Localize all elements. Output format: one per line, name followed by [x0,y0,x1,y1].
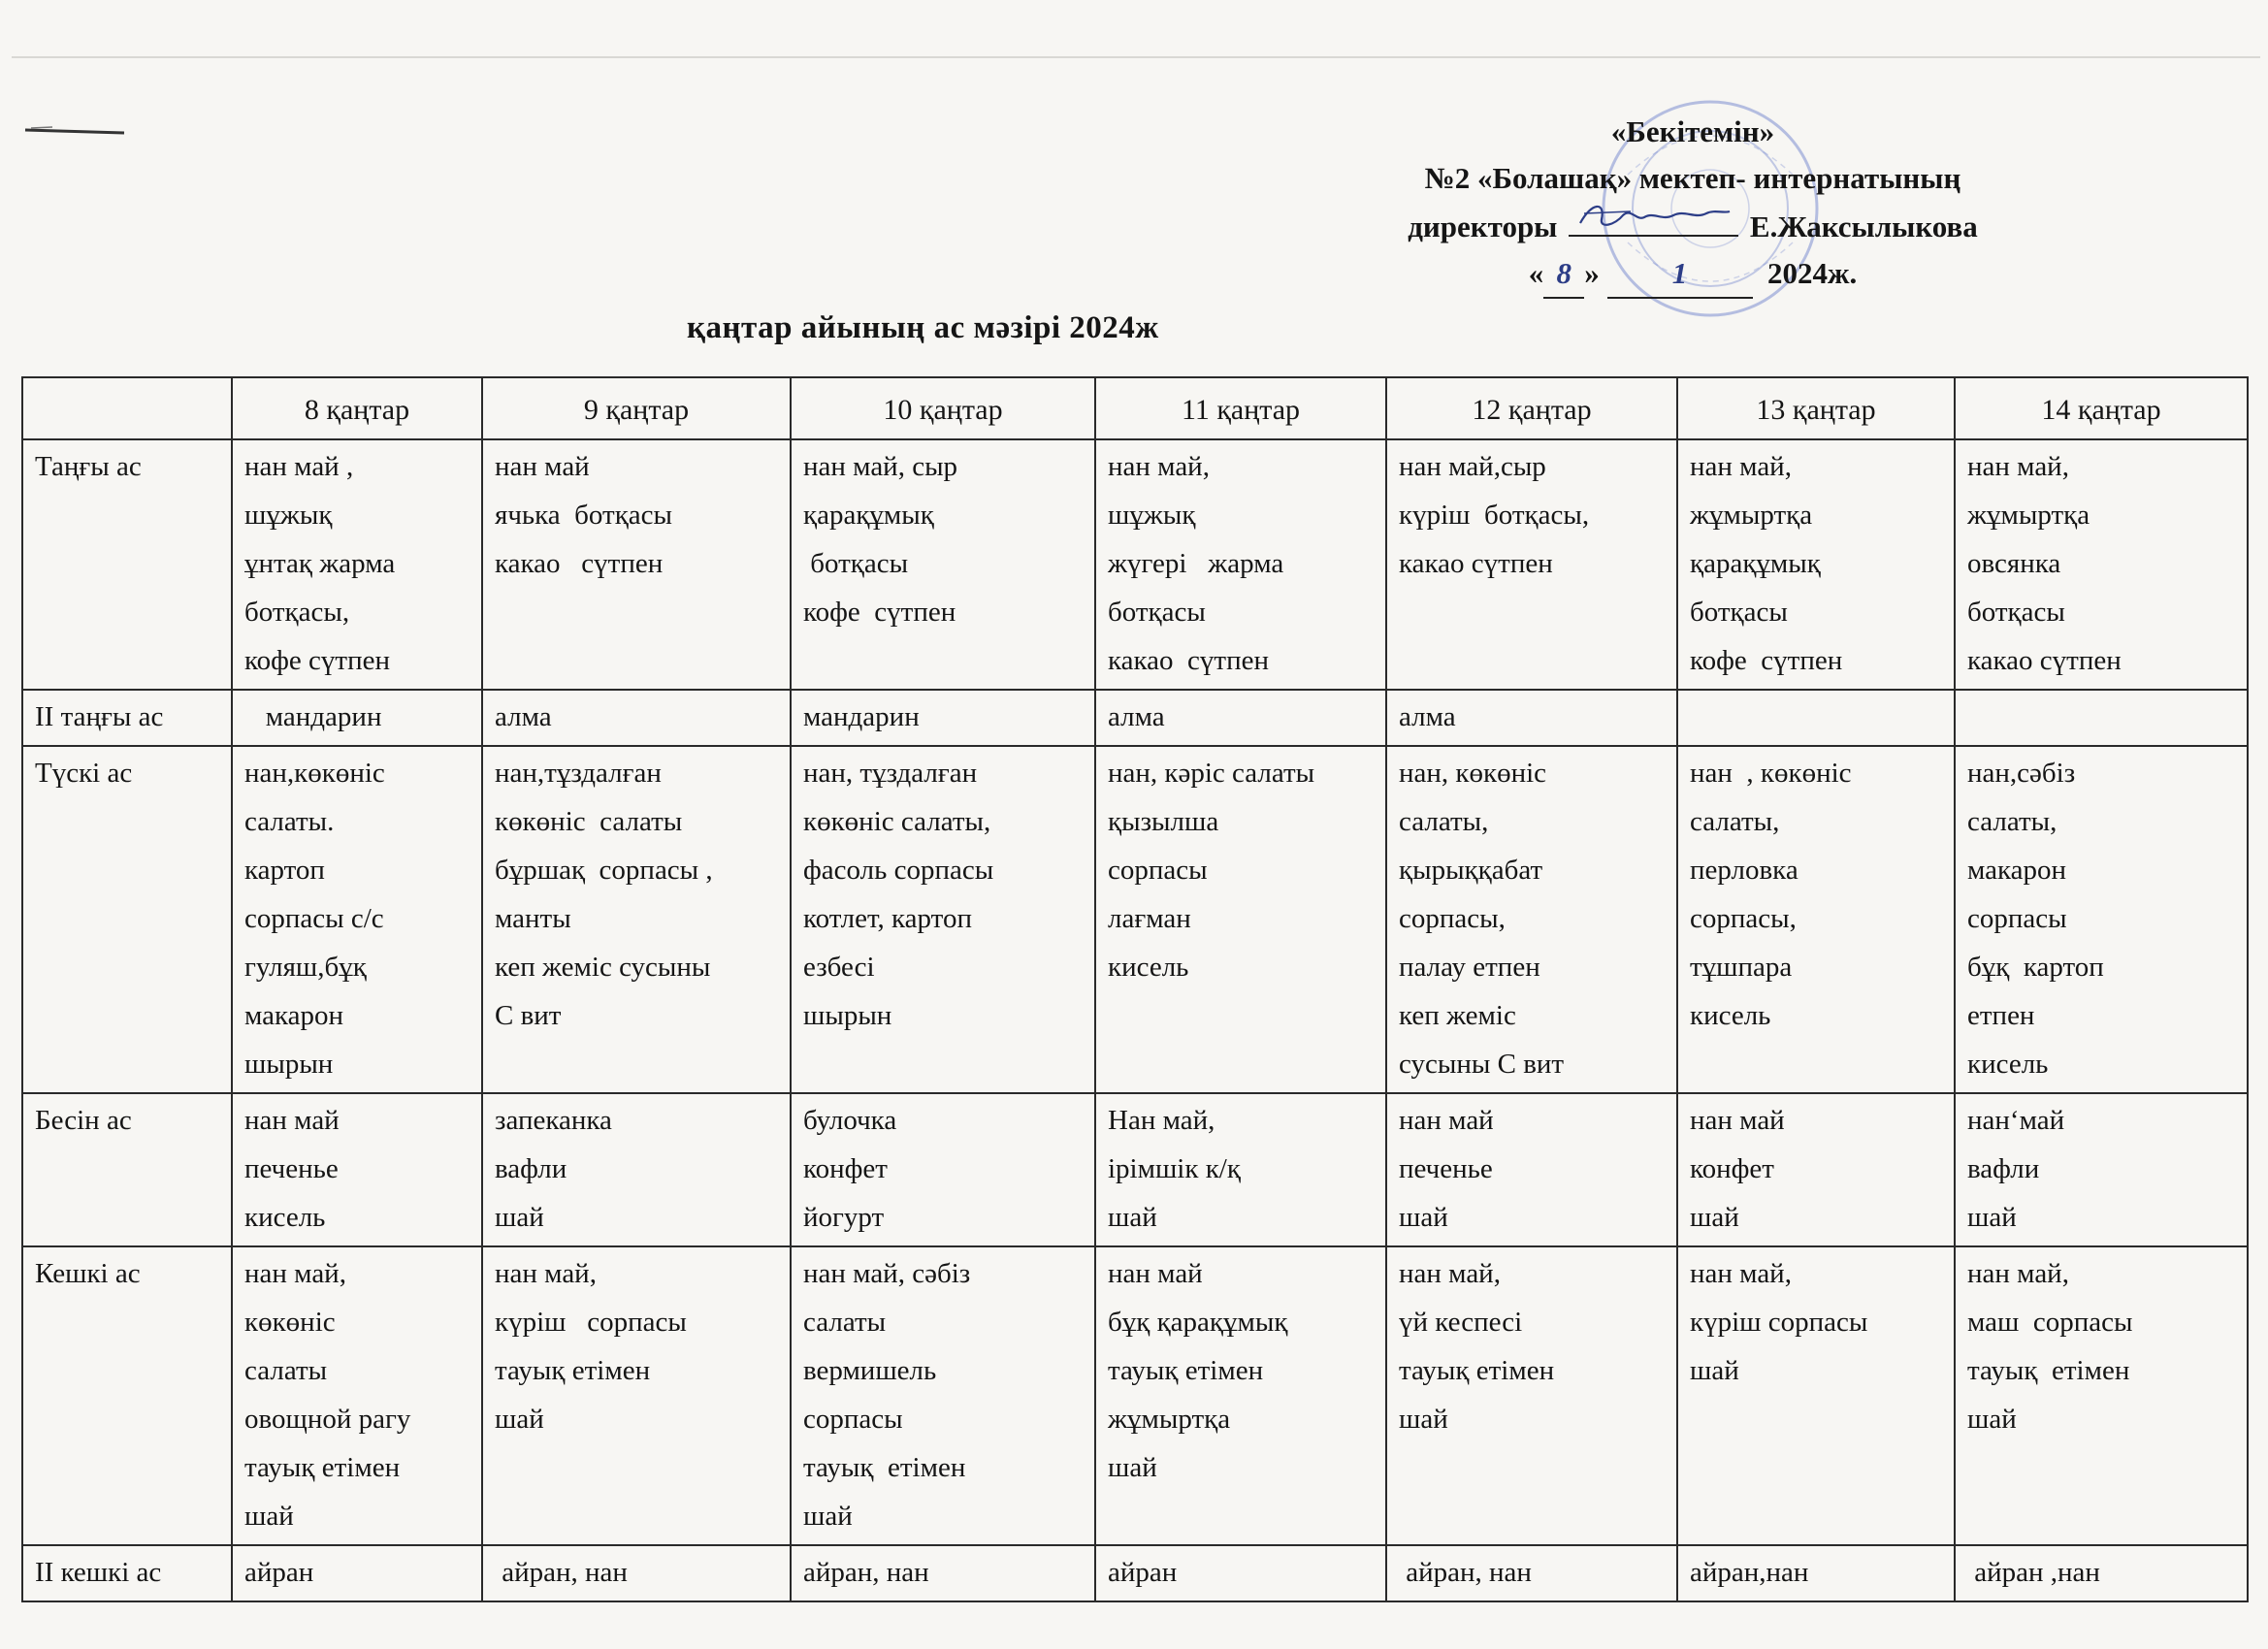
menu-item-text: кеп жеміс сусыны [495,952,711,983]
menu-item-text: нан май [1690,1105,1785,1136]
menu-item-text: салаты, [1399,806,1489,837]
menu-item-text: кофе сүтпен [803,597,956,628]
menu-item-text: қызылша [1108,806,1219,837]
menu-cell [1677,1093,1955,1246]
menu-cell [482,690,791,746]
menu-item-text: кисель [244,1202,326,1233]
menu-item-text: шай [1967,1404,2017,1435]
menu-item-text: нан май, [1690,1258,1792,1289]
menu-cell [232,690,482,746]
menu-item-text: картоп [244,855,325,886]
menu-item-text: конфет [1690,1153,1774,1184]
menu-cell [1677,1545,1955,1601]
menu-cell [1095,746,1386,1093]
table-header-row [22,377,2248,439]
menu-item-text: бұқ картоп [1967,952,2104,983]
menu-item-text: тауық етімен [803,1452,966,1483]
menu-item-text: шай [1690,1355,1739,1386]
menu-item-text: шай [1690,1202,1739,1233]
menu-item-text: сорпасы, [1690,903,1797,934]
menu-item-text: какао сүтпен [1399,548,1553,579]
menu-cell [1386,746,1677,1093]
meal-label: Таңғы ас [22,439,232,690]
menu-cell [791,1093,1095,1246]
menu-item-text: айран [244,1557,314,1588]
menu-item-text: жұмыртқа [1690,500,1813,531]
director-label: директоры [1408,210,1558,243]
menu-cell [1955,690,2248,746]
menu-item-text: конфет [803,1153,888,1184]
day-header: 12 қаңтар [1386,377,1677,439]
menu-item-text: шұжық [1108,500,1196,531]
menu-item-text: сорпасы с/с [244,903,384,934]
menu-item-text: нан, кәріс салаты [1108,758,1315,789]
menu-item-text: шырын [803,1000,892,1031]
menu-item-text: нан май, [244,1258,346,1289]
menu-item-text: овсянка [1967,548,2061,579]
menu-item-text: тауық етімен [1108,1355,1264,1386]
menu-item-text: жұмыртқа [1967,500,2090,531]
menu-item-text: шай [1108,1202,1157,1233]
meal-label: ІІ кешкі ас [22,1545,232,1601]
menu-item-text: тауық етімен [1399,1355,1555,1386]
menu-item-text: шай [495,1404,544,1435]
menu-item-text: сусыны С вит [1399,1049,1565,1080]
menu-cell [1386,1093,1677,1246]
menu-item-text: гуляш,бұқ [244,952,367,983]
menu-cell [1955,439,2248,690]
table-row [22,439,2248,690]
menu-cell [791,1246,1095,1545]
menu-cell [1095,690,1386,746]
menu-item-text: шай [244,1501,294,1532]
menu-cell [1677,1246,1955,1545]
menu-cell [482,746,791,1093]
menu-item-text: салаты, [1967,806,2057,837]
menu-item-text: шай [495,1202,544,1233]
menu-item-text: кисель [1690,1000,1771,1031]
menu-item-text: шай [1967,1202,2017,1233]
menu-item-text: сорпасы [1967,903,2067,934]
menu-item-text: айран, нан [1399,1557,1532,1588]
pen-stroke-mark [23,124,130,138]
menu-item-text: макарон [244,1000,344,1031]
menu-item-text: тауық етімен [1967,1355,2130,1386]
menu-item-text: нан май, сыр [803,451,958,482]
menu-item-text: палау етпен [1399,952,1540,983]
menu-item-text: нан май, [1108,451,1210,482]
menu-item-text: ірімшік к/қ [1108,1153,1241,1184]
menu-cell [232,439,482,690]
menu-item-text: йогурт [803,1202,885,1233]
menu-cell [482,439,791,690]
menu-item-text: нан май, [1967,451,2069,482]
menu-item-text: нан,көкөніс [244,758,385,789]
menu-item-text: лағман [1108,903,1191,934]
menu-cell [482,1545,791,1601]
menu-cell [791,1545,1095,1601]
menu-item-text: үй кеспесі [1399,1307,1523,1338]
menu-item-text: жұмыртқа [1108,1404,1231,1435]
day-header: 8 қаңтар [232,377,482,439]
menu-cell [1095,439,1386,690]
menu-cell [1386,690,1677,746]
menu-item-text: нан май [1399,1105,1494,1136]
day-header: 14 қаңтар [1955,377,2248,439]
menu-item-text: макарон [1967,855,2067,886]
day-header: 11 қаңтар [1095,377,1386,439]
menu-item-text: печенье [244,1153,339,1184]
date-quote-open: « [1528,256,1544,290]
table-row [22,1246,2248,1545]
date-year: 2024ж. [1767,256,1858,290]
menu-cell [1386,1545,1677,1601]
menu-cell [232,1545,482,1601]
school-name: №2 «Болашақ» мектеп- интернатының [1424,161,1961,195]
menu-item-text: көкөніс салаты, [803,806,991,837]
menu-item-text: фасоль сорпасы [803,855,994,886]
menu-item-text: сорпасы [1108,855,1208,886]
menu-item-text: нан , көкөніс [1690,758,1852,789]
date-quote-close: » [1584,256,1600,290]
menu-item-text: ботқасы [803,548,909,579]
menu-cell [482,1093,791,1246]
menu-item-text: печенье [1399,1153,1493,1184]
menu-item-text: кофе сүтпен [1690,645,1843,676]
meal-label: Бесін ас [22,1093,232,1246]
menu-cell [1095,1246,1386,1545]
menu-cell [482,1246,791,1545]
table-row [22,1093,2248,1246]
menu-item-text: салаты, [1690,806,1780,837]
menu-item-text: нан май, [1690,451,1792,482]
menu-item-text: нан май , [244,451,354,482]
menu-item-text: Нан май, [1108,1105,1215,1136]
signature-line [1569,202,1738,237]
menu-cell [1677,690,1955,746]
menu-item-text: нан, тұздалған [803,758,978,789]
date-month: 1 [1607,250,1753,299]
menu-item-text: вафли [495,1153,567,1184]
menu-item-text: қарақұмық [803,500,934,531]
menu-cell [1677,746,1955,1093]
menu-item-text: бұршақ сорпасы , [495,855,713,886]
menu-cell [232,1093,482,1246]
menu-item-text: запеканка [495,1105,612,1136]
menu-item-text: нан,тұздалған [495,758,662,789]
menu-item-text: ячька ботқасы [495,500,673,531]
menu-item-text: нан май [244,1105,340,1136]
menu-item-text: вафли [1967,1153,2040,1184]
menu-title: қаңтар айының ас мәзірі 2024ж [687,310,1159,345]
menu-cell [1095,1545,1386,1601]
menu-item-text: сорпасы, [1399,903,1506,934]
menu-item-text: кисель [1108,952,1189,983]
menu-cell [232,746,482,1093]
approval-date [1348,250,2037,299]
menu-item-text: шырын [244,1049,334,1080]
day-header: 9 қаңтар [482,377,791,439]
menu-item-text: С вит [495,1000,562,1031]
menu-item-text: шай [1399,1202,1448,1233]
meal-label: Түскі ас [22,746,232,1093]
menu-item-text: шұжық [244,500,333,531]
menu-item-text: етпен [1967,1000,2035,1031]
menu-item-text: кеп жеміс [1399,1000,1516,1031]
menu-item-text: нан май [1108,1258,1203,1289]
table-row [22,746,2248,1093]
menu-item-text: бұқ қарақұмық [1108,1307,1288,1338]
menu-item-text: нан май, [495,1258,597,1289]
menu-item-text: салаты [244,1355,328,1386]
menu-item-text: ұнтақ жарма [244,548,396,579]
menu-item-text: езбесі [803,952,875,983]
menu-item-text: кисель [1967,1049,2049,1080]
menu-item-text: тұшпара [1690,952,1793,983]
date-day: 8 [1543,250,1584,299]
menu-item-text: мандарин [803,701,920,732]
menu-item-text: нан,сәбіз [1967,758,2076,789]
menu-item-text: күріш сорпасы [1690,1307,1868,1338]
menu-item-text: кофе сүтпен [244,645,390,676]
menu-item-text: қарақұмық [1690,548,1821,579]
table-row [22,1545,2248,1601]
menu-cell [1955,1246,2248,1545]
menu-item-text: көкөніс салаты [495,806,683,837]
menu-item-text: ботқасы, [244,597,350,628]
menu-item-text: сорпасы [803,1404,903,1435]
menu-table [21,376,2249,1602]
menu-item-text: овощной рагу [244,1404,411,1435]
menu-item-text: маш сорпасы [1967,1307,2133,1338]
table-row [22,690,2248,746]
director-line [1348,202,2037,250]
menu-item-text: күріш сорпасы [495,1307,687,1338]
menu-item-text: көкөніс [244,1307,336,1338]
menu-item-text: нан май,сыр [1399,451,1546,482]
menu-item-text: айран,нан [1690,1557,1809,1588]
menu-item-text: нан, көкөніс [1399,758,1547,789]
menu-item-text: шай [1108,1452,1157,1483]
menu-item-text: мандарин [244,701,382,732]
menu-cell [791,439,1095,690]
menu-item-text: вермишель [803,1355,937,1386]
menu-item-text: какао сүтпен [495,548,664,579]
menu-cell [1955,1093,2248,1246]
menu-cell [1386,439,1677,690]
menu-item-text: шай [1399,1404,1448,1435]
menu-cell [1955,1545,2248,1601]
menu-item-text: жүгері жарма [1108,548,1284,579]
menu-cell [1386,1246,1677,1545]
menu-item-text: булочка [803,1105,897,1136]
menu-item-text: ботқасы [1967,597,2065,628]
menu-item-text: айран ,нан [1967,1557,2100,1588]
meal-label: Кешкі ас [22,1246,232,1545]
menu-item-text: алма [1399,701,1456,732]
menu-item-text: нан май, [1967,1258,2069,1289]
menu-item-text: салаты. [244,806,335,837]
menu-item-text: ботқасы [1108,597,1206,628]
menu-item-text: нан май, [1399,1258,1501,1289]
menu-item-text: шай [803,1501,853,1532]
menu-item-text: какао сүтпен [1967,645,2122,676]
menu-item-text: күріш ботқасы, [1399,500,1590,531]
menu-item-text: ботқасы [1690,597,1788,628]
menu-item-text: тауық етімен [495,1355,651,1386]
menu-item-text: алма [495,701,552,732]
day-header: 10 қаңтар [791,377,1095,439]
menu-cell [791,690,1095,746]
menu-item-text: какао сүтпен [1108,645,1269,676]
menu-cell [1677,439,1955,690]
menu-item-text: перловка [1690,855,1798,886]
menu-cell [1095,1093,1386,1246]
menu-item-text: қырыққабат [1399,855,1543,886]
day-header: 13 қаңтар [1677,377,1955,439]
menu-item-text: котлет, картоп [803,903,972,934]
menu-item-text: айран [1108,1557,1178,1588]
menu-item-text: айран, нан [495,1557,628,1588]
menu-cell [1955,746,2248,1093]
menu-cell [791,746,1095,1093]
approval-block [1348,109,2037,299]
menu-item-text: айран, нан [803,1557,929,1588]
menu-item-text: нан май [495,451,590,482]
menu-item-text: алма [1108,701,1165,732]
menu-item-text: манты [495,903,571,934]
menu-item-text: тауық етімен [244,1452,401,1483]
meal-label: ІІ таңғы ас [22,690,232,746]
menu-cell [232,1246,482,1545]
approval-heading: «Бекітемін» [1610,114,1775,148]
menu-item-text: нан май, сәбіз [803,1258,971,1289]
header-corner-cell [22,377,232,439]
menu-item-text: салаты [803,1307,887,1338]
director-name: Е.Жаксылыкова [1749,210,1978,243]
handwritten-signature [1572,196,1737,235]
menu-item-text: нан‘май [1967,1105,2065,1136]
